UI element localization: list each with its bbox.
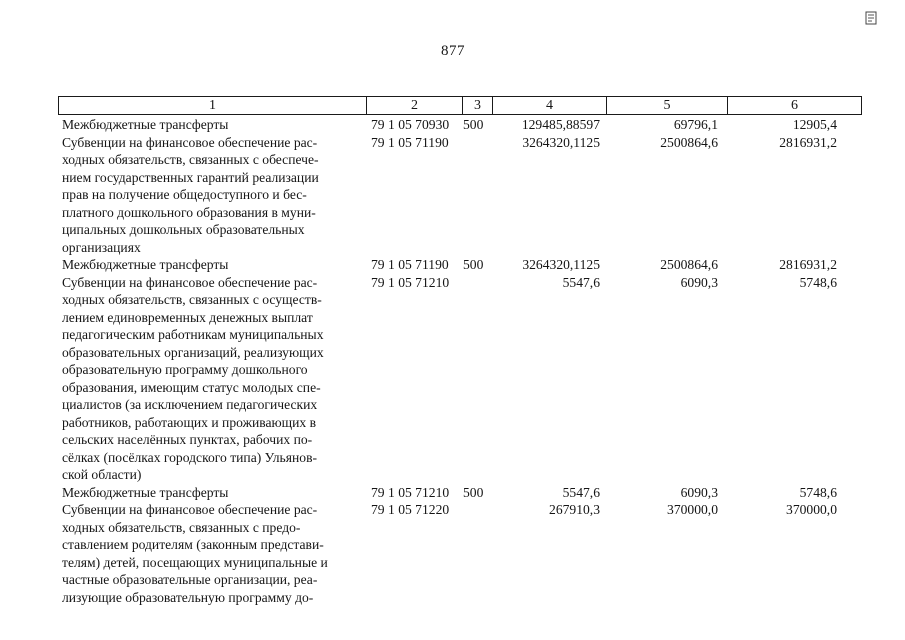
row-type: 500 xyxy=(463,117,484,132)
row-name-line: образования, имеющим статус молодых спе- xyxy=(62,379,321,395)
row-name-line: образовательную программу дошкольного xyxy=(62,362,308,377)
row-type: 500 xyxy=(463,257,484,272)
row-value-col6: 2816931,2 xyxy=(779,257,837,272)
row-value-col6: 2816931,2 xyxy=(779,134,837,150)
table-row xyxy=(62,256,862,274)
row-name xyxy=(62,274,364,484)
row-name-line: лизующие образовательную программу до- xyxy=(62,589,314,605)
row-name-line: сельских населённых пунктах, рабочих по- xyxy=(62,432,313,447)
row-name-line: ципальных дошкольных образовательных xyxy=(62,222,305,237)
row-type xyxy=(462,274,492,484)
row-code: 79 1 05 71220 xyxy=(371,502,450,517)
row-value-col5: 2500864,6 xyxy=(660,257,718,272)
row-value-col5: 6090,3 xyxy=(680,484,718,500)
row-value-col5: 6090,3 xyxy=(680,274,718,290)
row-value-col6: 5748,6 xyxy=(799,484,837,500)
row-value-col6: 12905,4 xyxy=(792,117,837,132)
row-name-line: ставлением родителям (законным представи- xyxy=(62,537,324,552)
row-name xyxy=(62,256,364,274)
row-value-col5: 69796,1 xyxy=(673,117,718,132)
row-name-line: организациях xyxy=(62,239,141,255)
row-name-line: Субвенции на финансовое обеспечение рас- xyxy=(62,274,318,290)
row-type xyxy=(462,134,492,257)
row-name-line: телям) детей, посещающих муниципальные и xyxy=(62,554,328,570)
row-name-line: лением единовременных денежных выплат xyxy=(62,309,313,325)
row-code: 79 1 05 71190 xyxy=(371,257,449,272)
row-name-line: работников, работающих и проживающих в xyxy=(62,414,317,430)
row-name-line: ходных обязательств, связанных с предо- xyxy=(62,519,301,535)
row-name-line: сёлках (посёлках городского типа) Ульянов- xyxy=(62,449,318,465)
row-name-line: ходных обязательств, связанных с осуществ- xyxy=(62,292,322,307)
row-name-line: Субвенции на финансовое обеспечение рас- xyxy=(62,502,318,517)
row-value-col6: 5748,6 xyxy=(799,274,837,290)
row-name-line: циалистов (за исключением педагогических xyxy=(62,397,318,412)
row-name-line: прав на получение общедоступного и бес- xyxy=(62,187,307,202)
row-value-col4: 267910,3 xyxy=(549,502,600,517)
row-name-line: частные образовательные организации, реа- xyxy=(62,572,318,587)
row-value-col4: 129485,88597 xyxy=(521,117,600,132)
row-name xyxy=(62,116,364,134)
table-body xyxy=(62,116,862,640)
row-value-col4: 5547,6 xyxy=(562,274,600,290)
row-value-col6: 370000,0 xyxy=(786,502,837,517)
row-name-line: педагогическим работникам муниципальных xyxy=(62,327,324,342)
row-name-line: Межбюджетные трансферты xyxy=(62,257,229,272)
header-col-4: 4 xyxy=(493,97,607,114)
table-row xyxy=(62,274,862,484)
row-name-line: ходных обязательств, связанных с обеспече- xyxy=(62,152,319,167)
row-value-col4: 3264320,1125 xyxy=(522,134,600,150)
row-value-col5: 370000,0 xyxy=(667,502,718,517)
header-col-2: 2 xyxy=(367,97,463,114)
row-code: 79 1 05 70930 xyxy=(371,117,450,132)
row-value-col4: 5547,6 xyxy=(562,484,600,500)
row-name xyxy=(62,484,364,502)
header-col-1: 1 xyxy=(59,97,367,114)
row-name xyxy=(62,501,364,606)
row-name-line: Межбюджетные трансферты xyxy=(62,117,229,132)
row-name-line: платного дошкольного образования в муни- xyxy=(62,204,316,220)
header-col-6: 6 xyxy=(791,98,798,113)
row-code: 79 1 05 71190 xyxy=(371,134,449,150)
row-value-col5: 2500864,6 xyxy=(660,134,718,150)
table-row xyxy=(62,484,862,502)
page-number: 877 xyxy=(441,43,465,59)
row-type: 500 xyxy=(463,484,484,500)
header-col-3: 3 xyxy=(463,97,493,114)
row-name xyxy=(62,134,364,257)
row-name-line: образовательных организаций, реализующих xyxy=(62,344,324,360)
row-name-line: Межбюджетные трансферты xyxy=(62,484,229,500)
row-code: 79 1 05 71210 xyxy=(371,274,450,290)
row-name-line: ской области) xyxy=(62,467,142,482)
table-row xyxy=(62,116,862,134)
table-row xyxy=(62,501,862,606)
row-code: 79 1 05 71210 xyxy=(371,484,450,500)
scan-corner-mark xyxy=(864,10,878,26)
table-header xyxy=(58,96,862,115)
row-value-col4: 3264320,1125 xyxy=(522,257,600,272)
header-col-5: 5 xyxy=(607,97,728,114)
row-name-line: нием государственных гарантий реализации xyxy=(62,169,319,185)
table-row xyxy=(62,134,862,257)
row-type xyxy=(462,501,492,606)
row-name-line: Субвенции на финансовое обеспечение рас- xyxy=(62,134,318,150)
